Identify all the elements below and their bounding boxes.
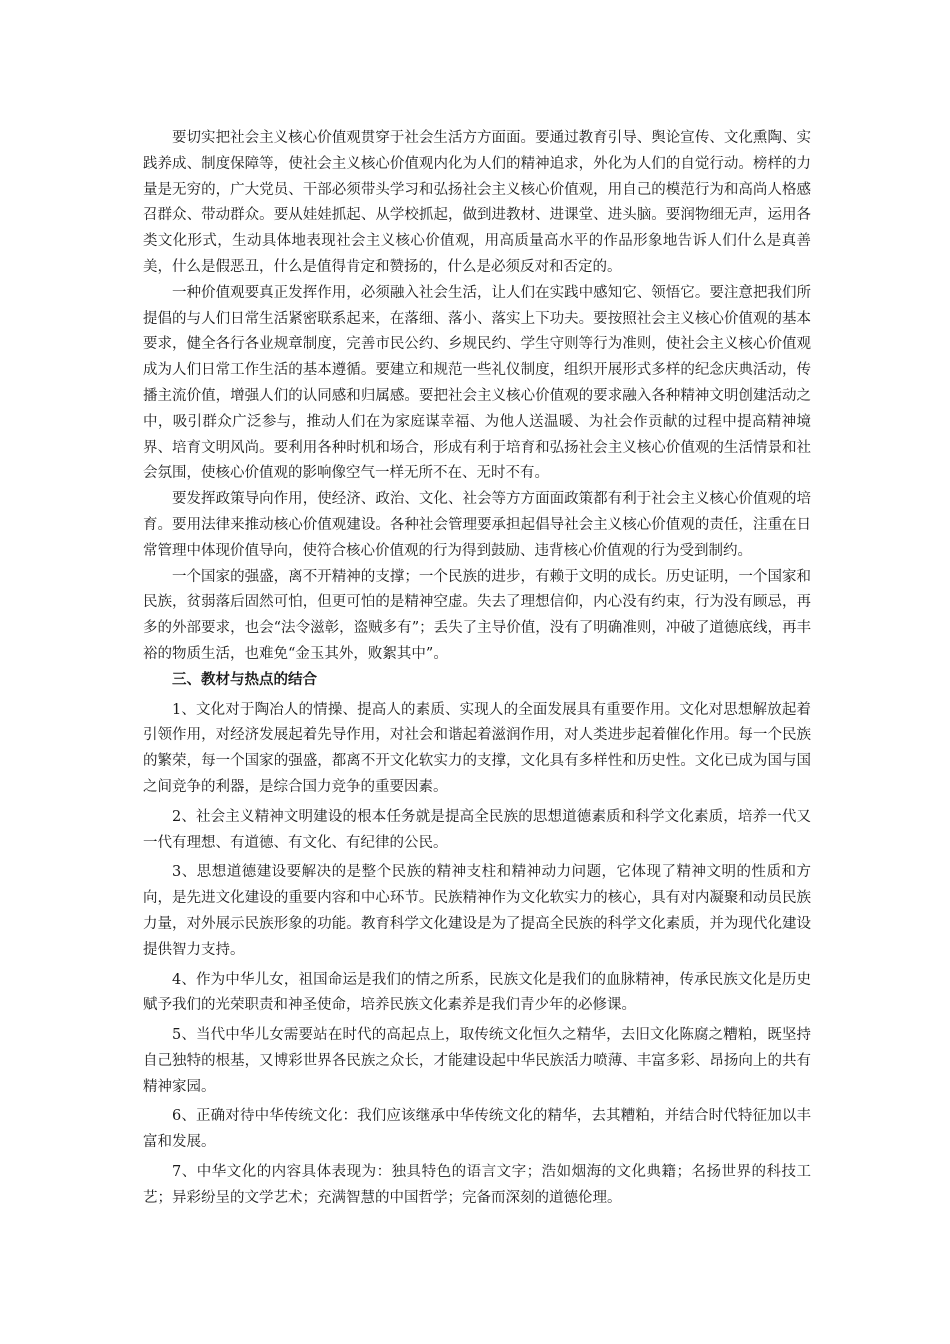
list-item: 2、社会主义精神文明建设的根本任务就是提高全民族的思想道德素质和科学文化素质，培养一代又一代有理想、有道德、有文化、有纪律的公民。	[143, 808, 811, 851]
list-item: 7、中华文化的内容具体表现为：独具特色的语言文字；浩如烟海的文化典籍；名扬世界的科技工艺；异彩纷呈的文学艺术；充满智慧的中国哲学；完备而深刻的道德伦理。	[143, 1164, 811, 1206]
list-item: 3、思想道德建设要解决的是整个民族的精神支柱和精神动力问题，它体现了精神文明的性质和方向，是先进文化建设的重要内容和中心环节。民族精神作为文化软实力的核心，具有对内凝聚和动员民族力量，对外展示民族形象的功能。教育科学文化建设是为了提高全民族的科学文化素质，并为现代化建设提供智力支持。	[143, 864, 811, 958]
paragraph: 要切实把社会主义核心价值观贯穿于社会生活方方面面。要通过教育引导、舆论宣传、文化熏陶、实践养成、制度保障等，使社会主义核心价值观内化为人们的精神追求，外化为人们的自觉行动。榜样的力量是无穷的，广大党员、干部必须带头学习和弘扬社会主义核心价值观，用自己的模范行为和高尚人格感召群众、带动群众。要从娃娃抓起、从学校抓起，做到进教材、进课堂、进头脑。要润物细无声，运用各类文化形式，生动具体地表现社会主义核心价值观，用高质量高水平的作品形象地告诉人们什么是真善美，什么是假恶丑，什么是值得肯定和赞扬的，什么是必须反对和否定的。	[143, 130, 811, 275]
paragraph: 要发挥政策导向作用，使经济、政治、文化、社会等方方面面政策都有利于社会主义核心价值观的培育。要用法律来推动核心价值观建设。各种社会管理要承担起倡导社会主义核心价值观的责任，注重在日常管理中体现价值导向，使符合核心价值观的行为得到鼓励、违背核心价值观的行为受到制约。	[143, 491, 811, 559]
list-item: 5、当代中华儿女需要站在时代的高起点上，取传统文化恒久之精华，去旧文化陈腐之糟粕，既坚持自己独特的根基，又博彩世界各民族之众长，才能建设起中华民族活力喷薄、丰富多彩、昂扬向上的共有精神家园。	[143, 1027, 811, 1095]
list-item: 1、文化对于陶冶人的情操、提高人的素质、实现人的全面发展具有重要作用。文化对思想解放起着引领作用，对经济发展起着先导作用，对社会和谐起着滋润作用，对人类进步起着催化作用。每一个民族的繁荣，每一个国家的强盛，都离不开文化软实力的支撑，文化具有多样性和历史性。文化已成为国与国之间竞争的利器，是综合国力竞争的重要因素。	[143, 701, 811, 795]
list-item: 6、正确对待中华传统文化：我们应该继承中华传统文化的精华，去其糟粕，并结合时代特征加以丰富和发展。	[143, 1108, 811, 1151]
document-page	[143, 126, 811, 1212]
section-heading: 三、教材与热点的结合	[172, 671, 317, 688]
paragraph: 一个国家的强盛，离不开精神的支撑；一个民族的进步，有赖于文明的成长。历史证明，一个国家和民族，贫弱落后固然可怕，但更可怕的是精神空虚。失去了理想信仰，内心没有约束，行为没有顾忌，再多的外部要求，也会“法令滋彰，盗贼多有”；丢失了主导价值，没有了明确准则，冲破了道德底线，再丰裕的物质生活，也难免“金玉其外，败絮其中”。	[143, 568, 811, 662]
list-item: 4、作为中华儿女，祖国命运是我们的情之所系，民族文化是我们的血脉精神，传承民族文化是历史赋予我们的光荣职责和神圣使命，培养民族文化素养是我们青少年的必修课。	[143, 971, 811, 1014]
paragraph: 一种价值观要真正发挥作用，必须融入社会生活，让人们在实践中感知它、领悟它。要注意把我们所提倡的与人们日常生活紧密联系起来，在落细、落小、落实上下功夫。要按照社会主义核心价值观的基本要求，健全各行各业规章制度，完善市民公约、乡规民约、学生守则等行为准则，使社会主义核心价值观成为人们日常工作生活的基本遵循。要建立和规范一些礼仪制度，组织开展形式多样的纪念庆典活动，传播主流价值，增强人们的认同感和归属感。要把社会主义核心价值观的要求融入各种精神文明创建活动之中，吸引群众广泛参与，推动人们在为家庭谋幸福、为他人送温暖、为社会作贡献的过程中提高精神境界、培育文明风尚。要利用各种时机和场合，形成有利于培育和弘扬社会主义核心价值观的生活情景和社会氛围，使核心价值观的影响像空气一样无所不在、无时不有。	[143, 284, 811, 482]
